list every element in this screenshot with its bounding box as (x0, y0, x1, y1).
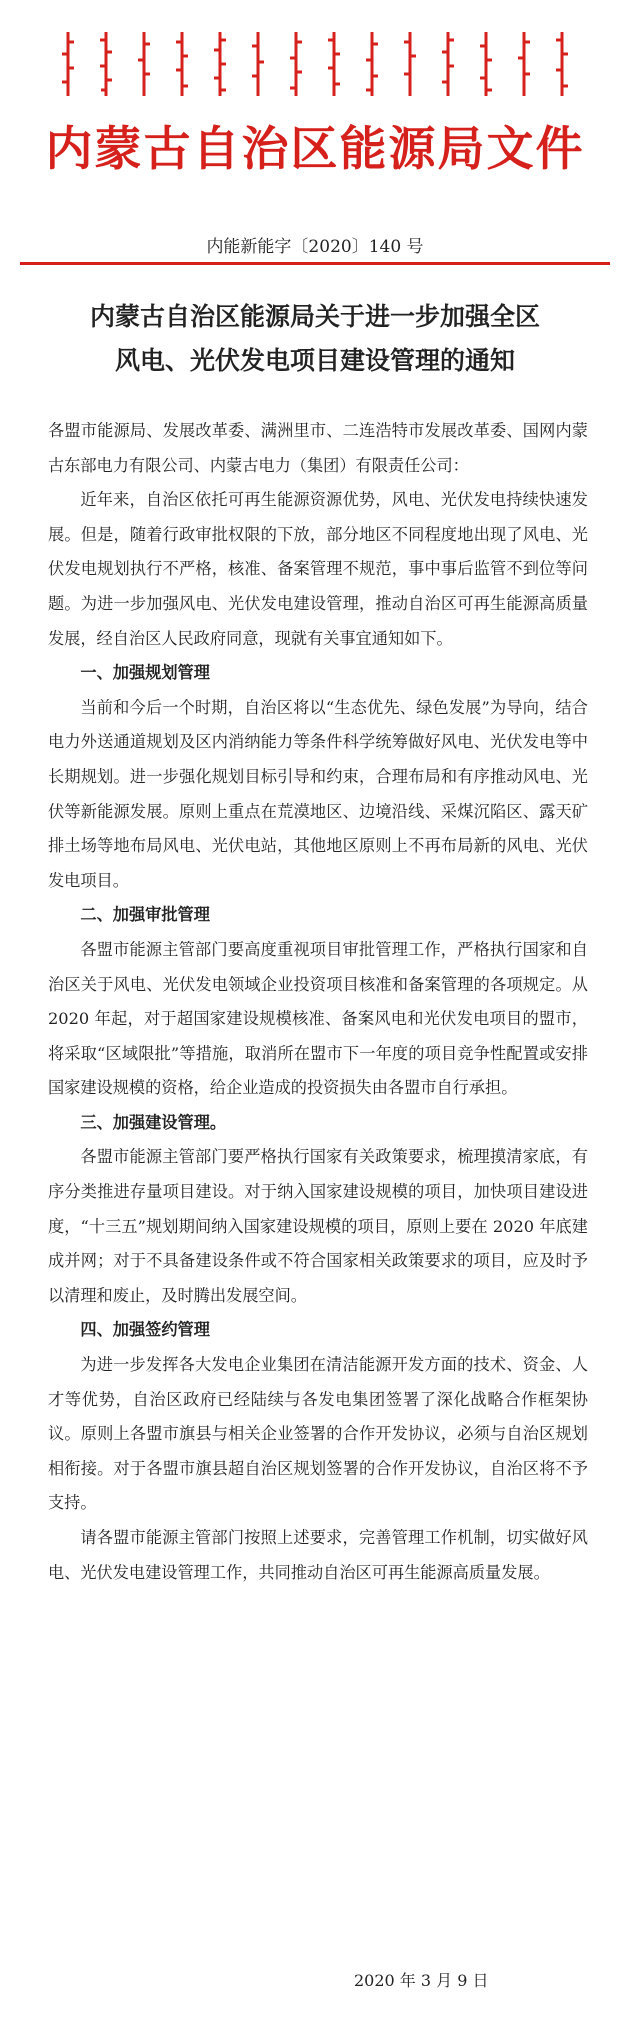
notice-title-line-2: 风电、光伏发电项目建设管理的通知 (114, 346, 515, 375)
issue-date: 2020 年 3 月 9 日 (354, 1971, 489, 1990)
section-heading-1: 一、加强规划管理 (80, 663, 210, 683)
section-heading-2: 二、加强审批管理 (80, 905, 210, 925)
issuer-title: 内蒙古自治区能源局文件 (45, 122, 585, 175)
mongolian-glyph-column (60, 30, 76, 100)
mongolian-glyph-column (174, 30, 190, 100)
mongolian-glyph-column (250, 30, 266, 100)
section-paragraph-2: 各盟市能源主管部门要高度重视项目审批管理工作，严格执行国家和自治区关于风电、光伏发电领域企业投资项目核准和备案管理的各项规定。从 2020 年起，对于超国家建设规模核准、备案风电和光伏发电项目的盟市，将采取“区域限批”等措施，取消所在盟市下一年度的项目竞争性配置或安排国家建设规模的资格，给企业造成的投资损失由各盟市自行承担。 (48, 939, 588, 1098)
section-paragraph-1: 当前和今后一个时期，自治区将以“生态优先、绿色发展”为导向，结合电力外送通道规划及区内消纳能力等条件科学统筹做好风电、光伏发电等中长期规划。进一步强化规划目标引导和约束，合理布局和有序推动风电、光伏等新能源发展。原则上重点在荒漠地区、边境沿线、采煤沉陷区、露天矿排土场等地布局风电、光伏电站，其他地区原则上不再布局新的风电、光伏发电项目。 (48, 697, 588, 890)
mongolian-glyph-column (516, 30, 532, 100)
mongolian-glyph-column (98, 30, 114, 100)
section-paragraph-4: 为进一步发挥各大发电企业集团在清洁能源开发方面的技术、资金、人才等优势，自治区政府已经陆续与各发电集团签署了深化战略合作框架协议。原则上各盟市旗县与相关企业签署的合作开发协议，必须与自治区规划相衔接。对于各盟市旗县超自治区规划签署的合作开发协议，自治区将不予支持。 (48, 1355, 588, 1513)
mongolian-glyph-column (212, 30, 228, 100)
mongolian-script-heading (60, 30, 570, 100)
notice-title-line-1: 内蒙古自治区能源局关于进一步加强全区 (89, 302, 540, 331)
intro-paragraph: 近年来，自治区依托可再生能源资源优势，风电、光伏发电持续快速发展。但是，随着行政审批权限的下放，部分地区不同程度地出现了风电、光伏发电规划执行不严格，核准、备案管理不规范，事中事后监管不到位等问题。为进一步加强风电、光伏发电建设管理，推动自治区可再生能源高质量发展，经自治区人民政府同意，现就有关事宜通知如下。 (48, 490, 588, 648)
mongolian-glyph-column (136, 30, 152, 100)
notice-title (0, 295, 630, 383)
recipients: 各盟市能源局、发展改革委、满洲里市、二连浩特市发展改革委、国网内蒙古东部电力有限公司、内蒙古电力（集团）有限责任公司： (48, 421, 588, 475)
red-divider-line (20, 262, 610, 265)
mongolian-glyph-column (402, 30, 418, 100)
mongolian-glyph-column (326, 30, 342, 100)
mongolian-glyph-column (478, 30, 494, 100)
mongolian-glyph-column (440, 30, 456, 100)
section-heading-4: 四、加强签约管理 (80, 1320, 210, 1340)
document-number: 内能新能字〔2020〕140 号 (206, 237, 424, 257)
section-paragraph-3: 各盟市能源主管部门要严格执行国家有关政策要求，梳理摸清家底，有序分类推进存量项目建设。对于纳入国家建设规模的项目，加快项目建设进度，“十三五”规划期间纳入国家建设规模的项目，原则上要在 2020 年底建成并网；对于不具备建设条件或不符合国家相关政策要求的项目，应及时予以清理和废止，及时腾出发展空间。 (48, 1147, 588, 1305)
section-heading-3: 三、加强建设管理。 (80, 1112, 227, 1132)
mongolian-glyph-column (288, 30, 304, 100)
mongolian-glyph-column (364, 30, 380, 100)
notice-body (48, 414, 588, 1590)
mongolian-glyph-column (554, 30, 570, 100)
closing-paragraph: 请各盟市能源主管部门按照上述要求，完善管理工作机制，切实做好风电、光伏发电建设管理工作，共同推动自治区可再生能源高质量发展。 (48, 1528, 588, 1582)
